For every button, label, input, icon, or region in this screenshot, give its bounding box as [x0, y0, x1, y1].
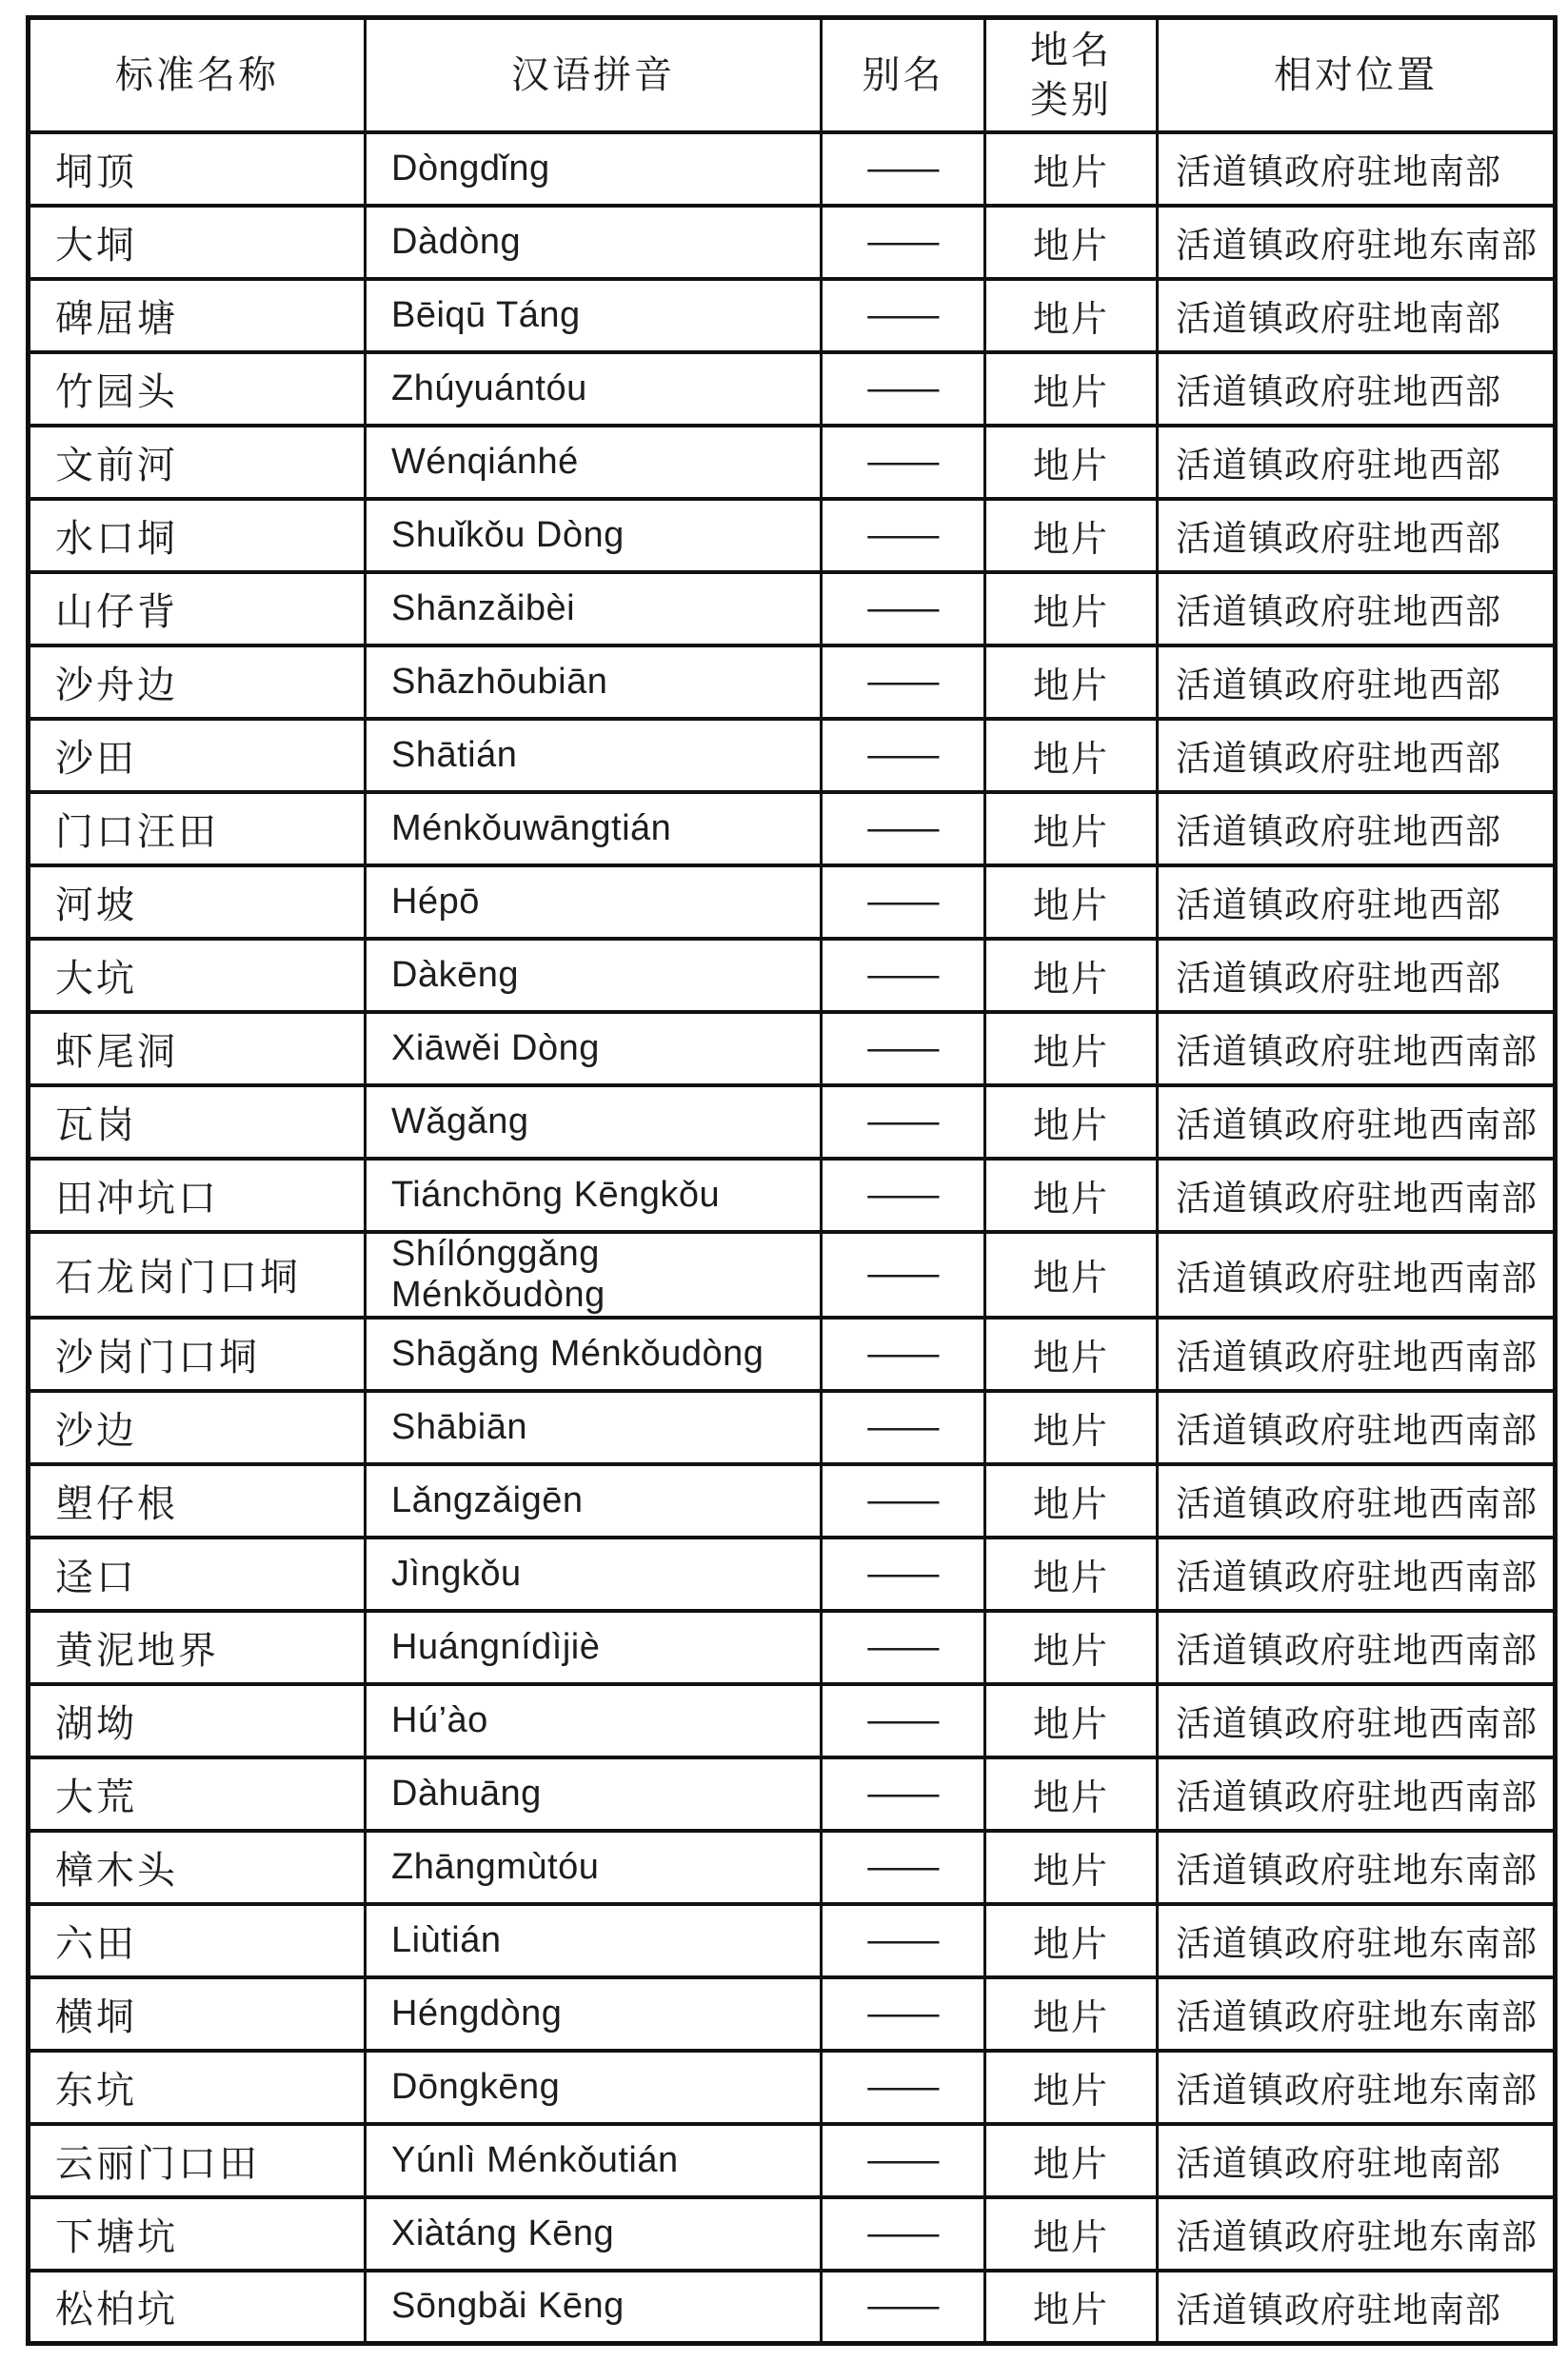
- cell-standard-name: 瓦岗: [29, 1085, 366, 1159]
- table-row: [29, 426, 1556, 499]
- cell-pinyin: Jìngkǒu: [366, 1538, 822, 1611]
- cell-pinyin: Shílónggǎng Ménkǒudòng: [366, 1232, 822, 1318]
- cell-standard-name: 黄泥地界: [29, 1611, 366, 1684]
- cell-category: 地片: [985, 719, 1158, 792]
- cell-standard-name: 沙边: [29, 1391, 366, 1464]
- cell-pinyin: Huángnídìjiè: [366, 1611, 822, 1684]
- cell-category: 地片: [985, 1318, 1158, 1391]
- cell-standard-name: 虾尾洞: [29, 1012, 366, 1085]
- cell-alias: ——: [822, 352, 985, 426]
- cell-category: 地片: [985, 499, 1158, 572]
- table-row: [29, 1085, 1556, 1159]
- cell-position: 活道镇政府驻地南部: [1158, 2124, 1556, 2197]
- cell-standard-name: 石龙岗门口垌: [29, 1232, 366, 1318]
- cell-category: 地片: [985, 1464, 1158, 1538]
- cell-position: 活道镇政府驻地东南部: [1158, 2197, 1556, 2271]
- cell-position: 活道镇政府驻地西部: [1158, 719, 1556, 792]
- cell-pinyin: Shuǐkǒu Dòng: [366, 499, 822, 572]
- cell-standard-name: 沙舟边: [29, 645, 366, 719]
- cell-category: 地片: [985, 426, 1158, 499]
- header-row: [29, 18, 1556, 132]
- table-row: [29, 572, 1556, 645]
- cell-alias: ——: [822, 2271, 985, 2344]
- table-row: [29, 1538, 1556, 1611]
- cell-position: 活道镇政府驻地南部: [1158, 2271, 1556, 2344]
- table-row: [29, 1904, 1556, 1977]
- cell-standard-name: 田冲坑口: [29, 1159, 366, 1232]
- cell-position: 活道镇政府驻地西南部: [1158, 1538, 1556, 1611]
- cell-alias: ——: [822, 719, 985, 792]
- cell-position: 活道镇政府驻地东南部: [1158, 1831, 1556, 1904]
- cell-category: 地片: [985, 132, 1158, 206]
- table-row: [29, 792, 1556, 865]
- table-row: [29, 352, 1556, 426]
- cell-position: 活道镇政府驻地西南部: [1158, 1232, 1556, 1318]
- cell-standard-name: 横垌: [29, 1977, 366, 2051]
- cell-standard-name: 樟木头: [29, 1831, 366, 1904]
- table-row: [29, 645, 1556, 719]
- cell-alias: ——: [822, 499, 985, 572]
- cell-category: 地片: [985, 206, 1158, 279]
- cell-category: 地片: [985, 1757, 1158, 1831]
- cell-category: 地片: [985, 2124, 1158, 2197]
- cell-standard-name: 竹园头: [29, 352, 366, 426]
- cell-category: 地片: [985, 1012, 1158, 1085]
- cell-standard-name: 碑屈塘: [29, 279, 366, 352]
- cell-pinyin: Dòngdǐng: [366, 132, 822, 206]
- cell-alias: ——: [822, 792, 985, 865]
- cell-standard-name: 松柏坑: [29, 2271, 366, 2344]
- cell-pinyin: Shānzǎibèi: [366, 572, 822, 645]
- cell-pinyin: Yúnlì Ménkǒutián: [366, 2124, 822, 2197]
- cell-standard-name: 大垌: [29, 206, 366, 279]
- cell-pinyin: Dàdòng: [366, 206, 822, 279]
- cell-standard-name: 河坡: [29, 865, 366, 939]
- cell-alias: ——: [822, 2124, 985, 2197]
- table-row: [29, 1159, 1556, 1232]
- cell-alias: ——: [822, 279, 985, 352]
- cell-position: 活道镇政府驻地东南部: [1158, 2051, 1556, 2124]
- cell-category: 地片: [985, 1831, 1158, 1904]
- cell-pinyin: Wǎgǎng: [366, 1085, 822, 1159]
- cell-alias: ——: [822, 865, 985, 939]
- cell-category: 地片: [985, 2051, 1158, 2124]
- cell-category: 地片: [985, 792, 1158, 865]
- cell-position: 活道镇政府驻地西部: [1158, 572, 1556, 645]
- cell-position: 活道镇政府驻地西南部: [1158, 1464, 1556, 1538]
- table-row: [29, 1232, 1556, 1318]
- cell-position: 活道镇政府驻地西部: [1158, 352, 1556, 426]
- table-row: [29, 1611, 1556, 1684]
- cell-standard-name: 大坑: [29, 939, 366, 1012]
- cell-category: 地片: [985, 279, 1158, 352]
- cell-pinyin: Hú’ào: [366, 1684, 822, 1757]
- cell-position: 活道镇政府驻地西部: [1158, 792, 1556, 865]
- cell-category: 地片: [985, 1538, 1158, 1611]
- cell-position: 活道镇政府驻地西南部: [1158, 1611, 1556, 1684]
- cell-alias: ——: [822, 1318, 985, 1391]
- cell-position: 活道镇政府驻地东南部: [1158, 206, 1556, 279]
- table-row: [29, 1757, 1556, 1831]
- cell-pinyin: Dàkēng: [366, 939, 822, 1012]
- cell-pinyin: Shāzhōubiān: [366, 645, 822, 719]
- cell-standard-name: 云丽门口田: [29, 2124, 366, 2197]
- cell-alias: ——: [822, 645, 985, 719]
- table-body: [29, 132, 1556, 2344]
- cell-position: 活道镇政府驻地西部: [1158, 865, 1556, 939]
- table-row: [29, 206, 1556, 279]
- cell-category: 地片: [985, 645, 1158, 719]
- col-header-pinyin: 汉语拼音: [366, 18, 822, 132]
- cell-pinyin: Héngdòng: [366, 1977, 822, 2051]
- table-row: [29, 865, 1556, 939]
- cell-standard-name: 湖坳: [29, 1684, 366, 1757]
- cell-standard-name: 塱仔根: [29, 1464, 366, 1538]
- cell-standard-name: 东坑: [29, 2051, 366, 2124]
- cell-standard-name: 山仔背: [29, 572, 366, 645]
- cell-alias: ——: [822, 1757, 985, 1831]
- cell-position: 活道镇政府驻地西部: [1158, 499, 1556, 572]
- cell-standard-name: 迳口: [29, 1538, 366, 1611]
- cell-category: 地片: [985, 2197, 1158, 2271]
- cell-pinyin: Liùtián: [366, 1904, 822, 1977]
- cell-alias: ——: [822, 426, 985, 499]
- cell-alias: ——: [822, 1904, 985, 1977]
- cell-pinyin: Xiàtáng Kēng: [366, 2197, 822, 2271]
- cell-position: 活道镇政府驻地西南部: [1158, 1391, 1556, 1464]
- cell-alias: ——: [822, 1977, 985, 2051]
- table-row: [29, 1831, 1556, 1904]
- cell-category: 地片: [985, 865, 1158, 939]
- cell-alias: ——: [822, 1391, 985, 1464]
- table-row: [29, 499, 1556, 572]
- cell-alias: ——: [822, 1012, 985, 1085]
- cell-category: 地片: [985, 1904, 1158, 1977]
- cell-pinyin: Zhúyuántóu: [366, 352, 822, 426]
- cell-standard-name: 大荒: [29, 1757, 366, 1831]
- cell-position: 活道镇政府驻地西南部: [1158, 1757, 1556, 1831]
- table-row: [29, 1012, 1556, 1085]
- cell-category: 地片: [985, 1977, 1158, 2051]
- cell-position: 活道镇政府驻地西南部: [1158, 1684, 1556, 1757]
- cell-pinyin: Sōngbǎi Kēng: [366, 2271, 822, 2344]
- cell-position: 活道镇政府驻地西南部: [1158, 1012, 1556, 1085]
- cell-pinyin: Wénqiánhé: [366, 426, 822, 499]
- cell-position: 活道镇政府驻地西部: [1158, 426, 1556, 499]
- table-row: [29, 2051, 1556, 2124]
- table-row: [29, 279, 1556, 352]
- col-header-alias: 别名: [822, 18, 985, 132]
- cell-standard-name: 垌顶: [29, 132, 366, 206]
- cell-category: 地片: [985, 1684, 1158, 1757]
- table-row: [29, 1464, 1556, 1538]
- cell-alias: ——: [822, 1831, 985, 1904]
- col-header-relative-position: 相对位置: [1158, 18, 1556, 132]
- cell-alias: ——: [822, 2197, 985, 2271]
- table-row: [29, 2197, 1556, 2271]
- table-row: [29, 939, 1556, 1012]
- cell-standard-name: 门口汪田: [29, 792, 366, 865]
- cell-pinyin: Dàhuāng: [366, 1757, 822, 1831]
- table-row: [29, 1977, 1556, 2051]
- cell-pinyin: Hépō: [366, 865, 822, 939]
- cell-pinyin: Xiāwěi Dòng: [366, 1012, 822, 1085]
- cell-category: 地片: [985, 2271, 1158, 2344]
- cell-standard-name: 水口垌: [29, 499, 366, 572]
- table-row: [29, 1684, 1556, 1757]
- cell-standard-name: 六田: [29, 1904, 366, 1977]
- cell-pinyin: Shābiān: [366, 1391, 822, 1464]
- cell-alias: ——: [822, 572, 985, 645]
- cell-position: 活道镇政府驻地西部: [1158, 645, 1556, 719]
- cell-standard-name: 下塘坑: [29, 2197, 366, 2271]
- cell-alias: ——: [822, 1159, 985, 1232]
- table-row: [29, 1391, 1556, 1464]
- cell-pinyin: Shāgǎng Ménkǒudòng: [366, 1318, 822, 1391]
- table-row: [29, 2124, 1556, 2197]
- cell-position: 活道镇政府驻地南部: [1158, 279, 1556, 352]
- cell-standard-name: 沙岗门口垌: [29, 1318, 366, 1391]
- cell-position: 活道镇政府驻地西南部: [1158, 1085, 1556, 1159]
- cell-pinyin: Zhāngmùtóu: [366, 1831, 822, 1904]
- cell-category: 地片: [985, 1232, 1158, 1318]
- cell-standard-name: 文前河: [29, 426, 366, 499]
- cell-alias: ——: [822, 206, 985, 279]
- cell-alias: ——: [822, 132, 985, 206]
- place-names-table: [26, 15, 1558, 2346]
- cell-category: 地片: [985, 1611, 1158, 1684]
- cell-alias: ——: [822, 1538, 985, 1611]
- table-row: [29, 132, 1556, 206]
- cell-category: 地片: [985, 939, 1158, 1012]
- cell-category: 地片: [985, 1085, 1158, 1159]
- cell-alias: ——: [822, 2051, 985, 2124]
- cell-category: 地片: [985, 1159, 1158, 1232]
- cell-pinyin: Tiánchōng Kēngkǒu: [366, 1159, 822, 1232]
- cell-position: 活道镇政府驻地西部: [1158, 939, 1556, 1012]
- cell-alias: ——: [822, 1684, 985, 1757]
- cell-position: 活道镇政府驻地西南部: [1158, 1159, 1556, 1232]
- cell-pinyin: Dōngkēng: [366, 2051, 822, 2124]
- col-header-standard-name: 标准名称: [29, 18, 366, 132]
- cell-alias: ——: [822, 1232, 985, 1318]
- table-row: [29, 1318, 1556, 1391]
- cell-pinyin: Ménkǒuwāngtián: [366, 792, 822, 865]
- cell-standard-name: 沙田: [29, 719, 366, 792]
- cell-pinyin: Bēiqū Táng: [366, 279, 822, 352]
- cell-pinyin: Lǎngzǎigēn: [366, 1464, 822, 1538]
- cell-position: 活道镇政府驻地东南部: [1158, 1977, 1556, 2051]
- cell-alias: ——: [822, 1611, 985, 1684]
- cell-position: 活道镇政府驻地东南部: [1158, 1904, 1556, 1977]
- cell-pinyin: Shātián: [366, 719, 822, 792]
- cell-category: 地片: [985, 352, 1158, 426]
- cell-alias: ——: [822, 939, 985, 1012]
- cell-alias: ——: [822, 1464, 985, 1538]
- cell-category: 地片: [985, 572, 1158, 645]
- cell-position: 活道镇政府驻地南部: [1158, 132, 1556, 206]
- table-row: [29, 719, 1556, 792]
- cell-position: 活道镇政府驻地西南部: [1158, 1318, 1556, 1391]
- cell-category: 地片: [985, 1391, 1158, 1464]
- col-header-category: 地名类别: [985, 18, 1158, 132]
- cell-alias: ——: [822, 1085, 985, 1159]
- table-row: [29, 2271, 1556, 2344]
